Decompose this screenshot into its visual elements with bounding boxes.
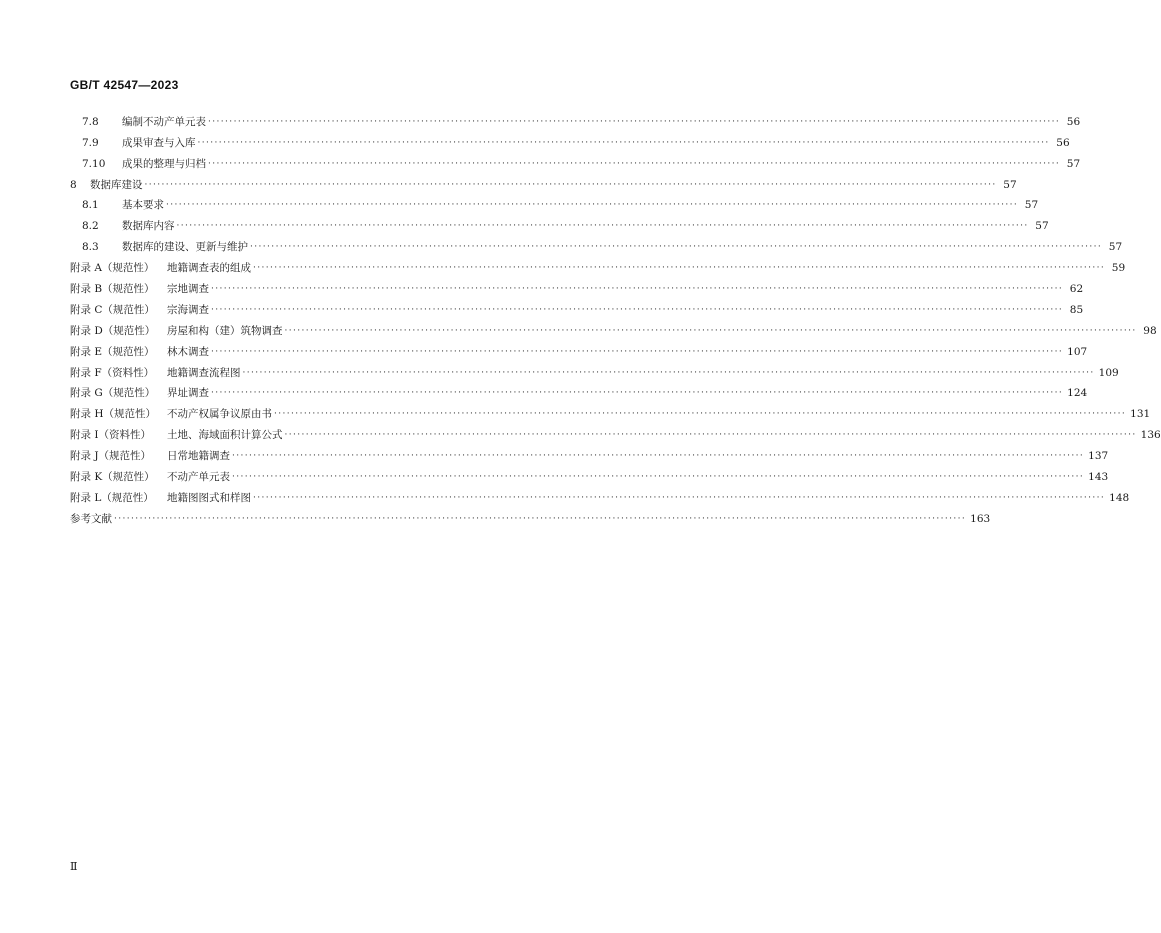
toc-entry-label [70,324,283,338]
toc-entry-page: 124 [1067,387,1088,400]
toc-entry-number: 8.1 [82,199,99,212]
toc-entry[interactable] [70,108,1081,129]
toc-entry-page: 131 [1130,408,1151,421]
table-of-contents [70,108,1161,526]
toc-leader-dots: ········································································································································································································ [208,158,1061,169]
toc-leader-dots: ········································································································································································································ [176,221,1029,232]
toc-entry-label [70,261,251,275]
toc-entry-label [70,449,230,463]
toc-entry-title: 地籍调查流程图 [167,366,241,379]
toc-entry[interactable] [70,380,1088,401]
toc-leader-dots: ········································································································································································································ [211,284,1064,295]
toc-entry-label [70,491,251,505]
toc-entry-number: 附录 E（规范性） [70,345,155,358]
toc-entry-label [70,136,196,150]
toc-entry-number: 附录 J（规范性） [70,450,152,463]
toc-entry-title: 地籍图图式和样图 [167,491,251,504]
toc-entry-number: 附录 I（资料性） [70,429,151,442]
toc-entry-title: 参考文献 [70,512,112,525]
toc-entry-label [70,178,143,192]
toc-entry-title: 编制不动产单元表 [122,115,206,128]
toc-entry-label [70,386,209,400]
toc-entry-number: 7.10 [82,157,106,170]
toc-entry-label [70,345,209,359]
toc-entry-title: 日常地籍调查 [167,450,230,463]
toc-entry-label [70,366,241,380]
standard-code-header: GB/T 42547—2023 [70,78,179,92]
toc-entry[interactable] [70,359,1119,380]
toc-entry-title: 林木调查 [167,345,209,358]
toc-entry[interactable] [70,463,1109,484]
toc-entry-page: 109 [1098,366,1119,379]
toc-entry-number: 附录 L（规范性） [70,491,154,504]
toc-entry-page: 163 [970,512,991,525]
toc-entry-label [70,303,209,317]
toc-entry[interactable] [70,338,1088,359]
toc-leader-dots: ········································································································································································································ [253,263,1106,274]
toc-leader-dots: ········································································································································································································ [197,137,1050,148]
toc-entry-title: 不动产单元表 [167,471,230,484]
toc-entry[interactable] [70,442,1109,463]
toc-entry-page: 56 [1056,136,1070,149]
toc-entry-title: 宗地调查 [167,283,209,296]
toc-entry-number: 附录 F（资料性） [70,366,155,379]
toc-entry[interactable] [70,400,1151,421]
toc-entry-title: 地籍调查表的组成 [167,262,251,275]
toc-entry-title: 数据库建设 [90,178,143,191]
toc-entry-number: 附录 B（规范性） [70,283,155,296]
page-number: Ⅱ [70,860,78,873]
toc-leader-dots: ········································································································································································································ [232,472,1085,483]
toc-leader-dots: ········································································································································································································ [284,325,1137,336]
toc-entry-label [70,240,248,254]
toc-entry-title: 基本要求 [122,199,164,212]
toc-entry-number: 7.8 [82,115,99,128]
toc-entry-number: 8.3 [82,241,99,254]
toc-entry-label [70,428,283,442]
toc-entry[interactable] [70,129,1070,150]
toc-entry[interactable] [70,192,1039,213]
toc-entry-label [70,219,175,233]
toc-leader-dots: ········································································································································································································ [274,409,1127,420]
toc-entry-number: 8 [70,178,77,191]
toc-entry-page: 85 [1069,303,1084,316]
toc-entry-label [70,512,112,526]
toc-entry-label [70,157,206,171]
toc-leader-dots: ········································································································································································································ [144,179,997,190]
toc-leader-dots: ········································································································································································································ [250,242,1103,253]
toc-entry[interactable] [70,484,1130,505]
toc-leader-dots: ········································································································································································································ [242,367,1095,378]
toc-entry[interactable] [70,212,1049,233]
toc-entry-page: 98 [1143,324,1157,337]
toc-entry-label [70,407,272,421]
toc-entry-title: 房屋和构（建）筑物调查 [167,324,283,337]
toc-entry[interactable] [70,171,1017,192]
toc-entry-number: 附录 G（规范性） [70,387,156,400]
toc-entry-page: 59 [1111,262,1126,275]
toc-leader-dots: ········································································································································································································ [253,492,1106,503]
toc-entry[interactable] [70,233,1123,254]
toc-entry-number: 8.2 [82,220,99,233]
toc-entry-title: 成果的整理与归档 [122,157,206,170]
toc-entry-title: 土地、海域面积计算公式 [167,429,283,442]
toc-entry-page: 137 [1088,450,1109,463]
toc-entry-page: 62 [1069,283,1084,296]
toc-entry-label [70,282,209,296]
toc-entry-page: 57 [1024,199,1039,212]
toc-entry-number: 附录 A（规范性） [70,262,155,275]
toc-entry-title: 成果审查与入库 [122,136,196,149]
toc-entry-page: 57 [1003,178,1017,191]
toc-entry-number: 附录 D（规范性） [70,324,156,337]
toc-entry-page: 56 [1066,115,1081,128]
toc-entry-number: 7.9 [82,136,99,149]
toc-leader-dots: ········································································································································································································ [211,346,1064,357]
toc-entry-title: 数据库内容 [122,220,175,233]
toc-entry-title: 数据库的建设、更新与维护 [122,241,248,254]
toc-entry-page: 107 [1067,345,1088,358]
toc-entry-label [70,115,206,129]
toc-entry-page: 148 [1109,491,1130,504]
toc-entry-title: 宗海调查 [167,303,209,316]
toc-entry-number: 附录 C（规范性） [70,303,155,316]
toc-entry-title: 界址调查 [167,387,209,400]
toc-entry[interactable] [70,505,991,526]
toc-entry[interactable] [70,254,1126,275]
toc-entry[interactable] [70,275,1084,296]
toc-entry[interactable] [70,421,1161,442]
toc-entry[interactable] [70,150,1081,171]
toc-leader-dots: ········································································································································································································ [208,116,1061,127]
toc-entry-number: 附录 K（规范性） [70,471,155,484]
toc-entry-title: 不动产权属争议原由书 [167,408,272,421]
toc-leader-dots: ········································································································································································································ [284,430,1137,441]
toc-entry-number: 附录 H（规范性） [70,408,156,421]
toc-leader-dots: ········································································································································································································ [211,388,1064,399]
toc-entry-page: 136 [1140,429,1161,442]
toc-entry[interactable] [70,296,1084,317]
toc-leader-dots: ········································································································································································································ [232,451,1085,462]
toc-entry-page: 57 [1108,241,1123,254]
toc-entry[interactable] [70,317,1157,338]
toc-leader-dots: ········································································································································································································ [166,200,1019,211]
toc-leader-dots: ········································································································································································································ [211,304,1064,315]
toc-leader-dots: ········································································································································································································ [114,513,967,524]
toc-entry-page: 143 [1088,471,1109,484]
toc-entry-label [70,198,164,212]
toc-entry-page: 57 [1035,220,1049,233]
toc-entry-label [70,470,230,484]
toc-entry-page: 57 [1066,157,1081,170]
